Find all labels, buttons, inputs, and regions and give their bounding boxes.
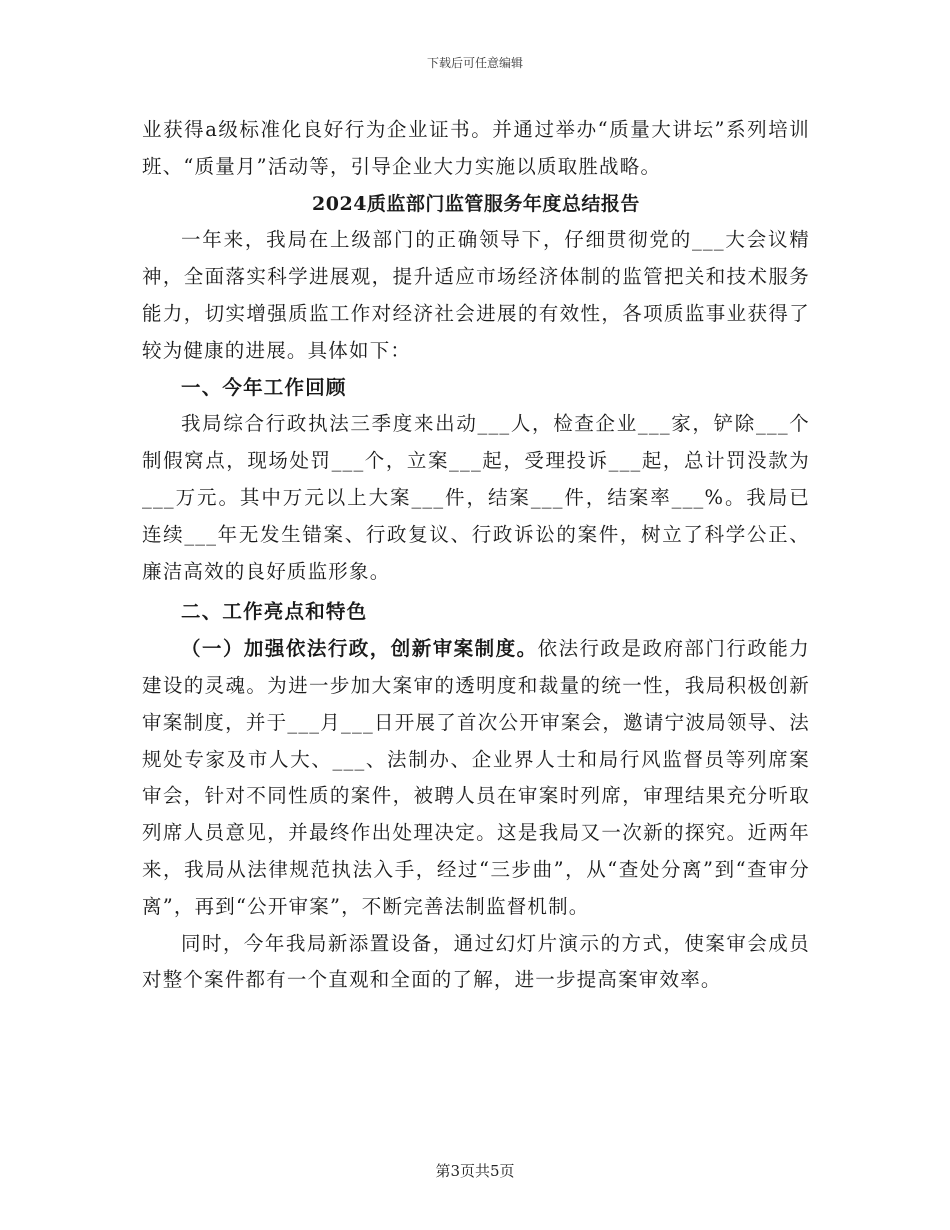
intro-paragraph: 业获得a级标准化良好行为企业证书。并通过举办“质量大讲坛”系列培训班、“质量月”活动等，引导企业大力实施以质取胜战略。 [142,118,810,178]
document-title: 2024质监部门监管服务年度总结报告 [312,192,640,215]
section2-heading: 二、工作亮点和特色 [181,600,368,624]
page-header-note: 下载后可任意编辑 [426,56,523,70]
page-number: 第3页共5页 [435,1162,515,1180]
section1-heading: 一、今年工作回顾 [181,375,347,399]
document-body [142,112,810,999]
subsection1-paragraph [142,631,810,925]
subsection1-heading: （一）加强依法行政，创新审案制度。 [181,637,538,661]
closing-paragraph: 同时，今年我局新添置设备，通过幻灯片演示的方式，使案审会成员对整个案件都有一个直观和全面的了解，进一步提高案审效率。 [142,931,810,992]
opening-paragraph: 一年来，我局在上级部门的正确领导下，仔细贯彻党的___大会议精神，全面落实科学进展观，提升适应市场经济体制的监管把关和技术服务能力，切实增强质监工作对经济社会进展的有效性，各项质监事业获得了较为健康的进展。具体如下： [142,228,810,362]
section1-paragraph: 我局综合行政执法三季度来出动___人，检查企业___家，铲除___个制假窝点，现场处罚___个，立案___起，受理投诉___起，总计罚没款为___万元。其中万元以上大案___件，结案___件，结案率___%。我局已连续___年无发生错案、行政复议、行政诉讼的案件，树立了科学公正、廉洁高效的良好质监形象。 [142,412,810,583]
subsection1-text: 依法行政是政府部门行政能力建设的灵魂。为进一步加大案审的透明度和裁量的统一性，我局积极创新审案制度，并于___月___日开展了首次公开审案会，邀请宁波局领导、法规处专家及市人大、___、法制办、企业界人士和局行风监督员等列席案审会，针对不同性质的案件，被聘人员在审案时列席，审理结果充分听取列席人员意见，并最终作出处理决定。这是我局又一次新的探究。近两年来，我局从法律规范执法入手，经过“三步曲”，从“查处分离”到“查审分离”，再到“公开审案”，不断完善法制监督机制。 [142,637,810,918]
